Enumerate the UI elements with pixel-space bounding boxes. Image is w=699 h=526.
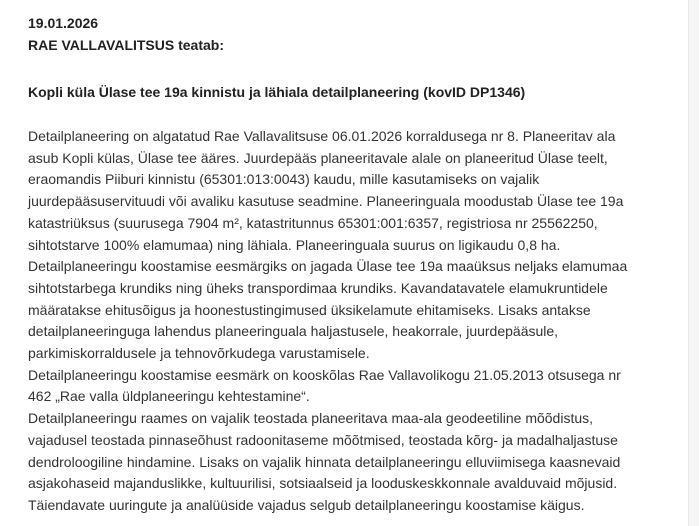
body-line: Detailplaneeringu koostamise eesmärgiks on jagada Ülase tee 19a maaüksus neljaks elamumaa bbox=[28, 258, 628, 275]
body-line: vajadusel teostada pinnaseõhust radoonitaseme mõõtmised, teostada kõrg- ja madalhaljastuse bbox=[28, 431, 618, 448]
body-line: dendroloogiline hindamine. Lisaks on vajalik hinnata detailplaneeringu elluviimisega kaasnevaid bbox=[28, 453, 621, 470]
notice-body bbox=[28, 126, 678, 517]
notice-issuer: RAE VALLAVALITSUS teatab: bbox=[28, 37, 225, 53]
body-line: asub Kopli külas, Ülase tee ääres. Juurdepääs planeeritavale alale on planeeritud Ülase teelt, bbox=[28, 149, 608, 166]
body-line: detailplaneeringuga lahendus planeeringuala haljastusele, heakorrale, juurdepääsule, bbox=[28, 323, 559, 340]
scrollbar[interactable] bbox=[688, 0, 699, 526]
body-line: eraomandis Piiburi kinnistu (65301:013:0043) kaudu, mille kasutamiseks on vajalik bbox=[28, 171, 540, 188]
body-line: Detailplaneeringu koostamise eesmärk on kooskõlas Rae Vallavolikogu 21.05.2013 otsusega nr bbox=[28, 366, 621, 383]
notice-date: 19.01.2026 bbox=[28, 15, 99, 31]
body-line: asjakohaseid majanduslikke, kultuurilisi, sotsiaalseid ja looduskeskkonnale avalduvaid mõjusid. bbox=[28, 475, 618, 492]
body-line: Täiendavate uuringute ja analüüside vajadus selgub detailplaneeringu koostamise käigus. bbox=[28, 496, 585, 513]
body-line: sihtotstarbega krundiks ning üheks transpordimaa krundiks. Kavandatavatele elamukruntidele bbox=[28, 279, 608, 296]
body-line: määratakse ehitusõigus ja hoonestustingimused üksikelamute ehitamiseks. Lisaks antakse bbox=[28, 301, 591, 318]
body-line: sihtotstarve 100% elamumaa) ning lähiala. Planeeringuala suurus on ligikaudu 0,8 ha. bbox=[28, 236, 561, 253]
body-line: Detailplaneering on algatatud Rae Vallavalitsuse 06.01.2026 korraldusega nr 8. Planeeritav ala bbox=[28, 128, 616, 144]
body-line: juurdepääsuservituudi või avaliku kasutuse seadmine. Planeeringuala moodustab Ülase tee 19a bbox=[28, 193, 624, 210]
notice-title: Kopli küla Ülase tee 19a kinnistu ja lähiala detailplaneering (kovID DP1346) bbox=[28, 84, 526, 100]
body-line: 462 „Rae valla üldplaneeringu kehtestamine“. bbox=[28, 388, 310, 405]
notice-document bbox=[28, 12, 678, 517]
body-line: Detailplaneeringu raames on vajalik teostada planeeritava maa-ala geodeetiline mõõdistus, bbox=[28, 410, 594, 427]
body-line: katastriüksus (suurusega 7904 m², katastritunnus 65301:001:6357, registriosa nr 25562250, bbox=[28, 214, 598, 231]
body-line: parkimiskorraldusele ja tehnovõrkudega varustamisele. bbox=[28, 345, 370, 362]
